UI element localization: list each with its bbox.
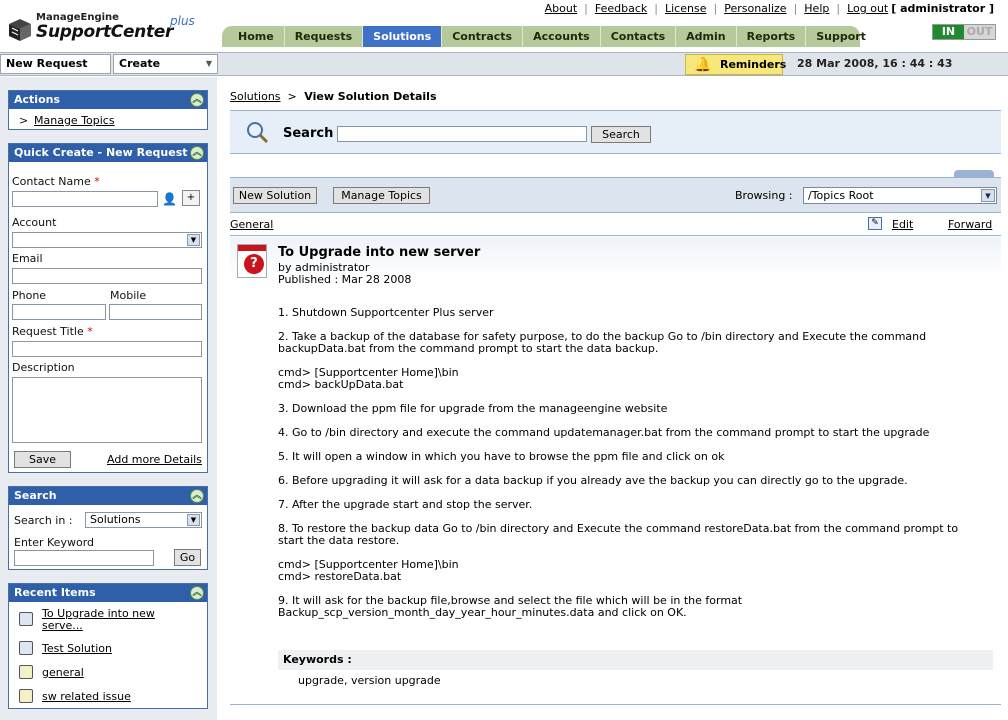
account-label: Account <box>12 216 57 229</box>
collapse-icon[interactable]: ︽ <box>190 93 204 107</box>
logo-cube-icon <box>8 18 32 42</box>
collapse-icon[interactable]: ︽ <box>190 586 204 600</box>
tab-contracts[interactable]: Contracts <box>442 26 523 47</box>
phone-field[interactable] <box>12 304 106 320</box>
create-dropdown[interactable] <box>113 54 218 74</box>
recent-items-panel <box>8 583 208 709</box>
add-contact-icon[interactable]: + <box>182 190 200 206</box>
article-step: 1. Shutdown Supportcenter Plus server <box>278 306 494 319</box>
go-button[interactable]: Go <box>174 549 201 566</box>
email-field[interactable] <box>12 268 202 284</box>
tab-accounts[interactable]: Accounts <box>523 26 601 47</box>
article-step: 8. To restore the backup data Go to /bin directory and Execute the command restoreData.bat from the command prompt to start the data restore. <box>278 522 959 547</box>
about-link[interactable]: About <box>544 2 578 15</box>
chevron-down-icon: ▼ <box>981 189 995 202</box>
article-published: Published : Mar 28 2008 <box>278 273 412 286</box>
article-body <box>278 307 988 631</box>
feedback-link[interactable]: Feedback <box>594 2 648 15</box>
toolbar <box>0 52 1008 76</box>
logo <box>8 10 213 50</box>
search-icon <box>246 121 268 143</box>
email-label: Email <box>12 252 43 265</box>
recent-item[interactable]: To Upgrade into new serve... <box>42 607 155 632</box>
actions-title: Actions <box>14 93 60 106</box>
contact-name-label: Contact Name * <box>12 175 100 188</box>
chevron-down-icon: ▼ <box>187 514 200 526</box>
tab-solutions[interactable]: Solutions <box>363 26 442 47</box>
top-links <box>538 2 994 15</box>
search-label: Search <box>283 126 334 141</box>
topic-general-link[interactable]: General <box>230 218 274 231</box>
recent-items-title: Recent Items <box>14 586 96 599</box>
request-title-label: Request Title * <box>12 325 93 338</box>
chevron-down-icon: ▼ <box>187 234 200 246</box>
account-select[interactable] <box>12 232 202 248</box>
in-button[interactable]: IN <box>933 25 964 39</box>
search-input[interactable] <box>337 126 587 142</box>
quick-create-header[interactable] <box>9 144 207 162</box>
tab-contacts[interactable]: Contacts <box>601 26 676 47</box>
keywords-label: Keywords : <box>278 650 993 670</box>
create-label: Create <box>119 57 161 70</box>
contact-lookup-icon[interactable]: 👤 <box>162 192 177 206</box>
request-title-field[interactable] <box>12 341 202 357</box>
tab-admin[interactable]: Admin <box>676 26 736 47</box>
tab-support[interactable]: Support <box>816 30 866 43</box>
search-panel <box>8 486 208 570</box>
recent-item[interactable]: sw related issue <box>42 690 131 703</box>
search-in-label: Search in : <box>14 514 73 527</box>
sidebar <box>0 77 217 720</box>
separator: | <box>836 2 841 15</box>
main-content <box>222 77 1008 720</box>
breadcrumb <box>230 90 437 103</box>
solution-question-icon: ? <box>237 244 267 278</box>
topic-row <box>230 216 1001 236</box>
edit-icon[interactable]: ✎ <box>868 217 882 230</box>
new-solution-button[interactable]: New Solution <box>233 187 317 204</box>
reminders-button[interactable] <box>685 54 787 75</box>
topic-icon <box>19 665 33 679</box>
brand-small: ManageEngine <box>36 12 119 23</box>
keywords-value: upgrade, version upgrade <box>298 674 441 687</box>
solution-icon <box>19 612 33 626</box>
description-label: Description <box>12 361 75 374</box>
new-request-label: New Request <box>6 57 88 70</box>
mobile-label: Mobile <box>110 289 147 302</box>
forward-link[interactable]: Forward <box>948 218 993 231</box>
recent-item[interactable]: Test Solution <box>42 642 112 655</box>
help-link[interactable]: Help <box>804 2 830 15</box>
breadcrumb-solutions-link[interactable]: Solutions <box>230 90 281 103</box>
new-request-button[interactable] <box>0 54 111 74</box>
solution-search-bar <box>230 110 1001 154</box>
tab-reports[interactable]: Reports <box>737 26 807 47</box>
browsing-select[interactable] <box>803 187 997 204</box>
actions-panel-header[interactable] <box>9 91 207 109</box>
separator: | <box>584 2 588 15</box>
description-textarea[interactable] <box>12 377 202 443</box>
keywords-box <box>278 650 993 696</box>
solution-icon <box>19 641 33 655</box>
article-title: To Upgrade into new server <box>278 245 481 260</box>
browsing-label: Browsing : <box>735 189 793 202</box>
divider <box>230 704 1001 705</box>
breadcrumb-separator: > <box>284 90 297 103</box>
separator: | <box>793 2 798 15</box>
separator: | <box>654 2 658 15</box>
article-step: 6. Before upgrading it will ask for a data backup if you already ave the backup you can directly go to the upgrade. <box>278 474 908 487</box>
add-more-details-link[interactable]: Add more Details <box>107 453 202 466</box>
article-author: by administrator <box>278 261 370 274</box>
article-step: 3. Download the ppm file for upgrade from the manageengine website <box>278 402 668 415</box>
tab-requests[interactable]: Requests <box>285 26 363 47</box>
current-datetime: 28 Mar 2008, 16 : 44 : 43 <box>797 57 953 70</box>
keyword-field[interactable] <box>14 550 154 566</box>
contact-name-field[interactable] <box>12 191 158 207</box>
out-button[interactable]: OUT <box>964 25 995 39</box>
brand-main: SupportCenter <box>36 22 174 42</box>
bullet-icon: > <box>19 114 29 127</box>
in-out-toggle[interactable] <box>932 24 996 40</box>
separator: | <box>713 2 718 15</box>
article-step: 2. Take a backup of the database for safety purpose, to do the backup Go to /bin directory and Execute the command backupData.bat from the command prompt to start the data backup. <box>278 330 927 355</box>
edit-link[interactable]: Edit <box>892 218 914 231</box>
search-in-value: Solutions <box>90 513 141 526</box>
solution-article <box>230 237 1001 701</box>
search-button[interactable]: Search <box>591 126 651 143</box>
reminders-label: Reminders <box>720 58 787 71</box>
tab-home[interactable]: Home <box>228 26 285 47</box>
mobile-field[interactable] <box>109 304 202 320</box>
enter-keyword-label: Enter Keyword <box>14 536 95 549</box>
personalize-link[interactable]: Personalize <box>724 2 787 15</box>
topic-icon <box>19 689 33 703</box>
collapse-icon[interactable]: ︽ <box>190 146 204 160</box>
manage-topics-button[interactable]: Manage Topics <box>333 187 430 204</box>
search-panel-header[interactable] <box>9 487 207 505</box>
bell-icon: 🔔 <box>694 57 712 73</box>
chevron-down-icon: ▼ <box>205 59 213 68</box>
main-nav-tabs <box>222 26 866 47</box>
recent-item[interactable]: general <box>42 666 84 679</box>
panel-grip[interactable] <box>954 170 994 177</box>
current-user: [ administrator ] <box>891 2 994 15</box>
actions-panel <box>8 90 208 130</box>
breadcrumb-current: View Solution Details <box>304 90 437 103</box>
solution-toolbar <box>230 177 1001 213</box>
recent-items-header[interactable] <box>9 584 207 602</box>
article-step: cmd> [Supportcenter Home]\bin cmd> restoreData.bat <box>278 558 459 583</box>
save-button[interactable]: Save <box>14 451 71 468</box>
phone-label: Phone <box>12 289 47 302</box>
collapse-icon[interactable]: ︽ <box>190 489 204 503</box>
article-step: 4. Go to /bin directory and execute the command updatemanager.bat from the command prompt to start the upgrade <box>278 426 930 439</box>
quick-create-panel <box>8 143 208 473</box>
brand-plus: plus <box>170 14 195 28</box>
article-step: 9. It will ask for the backup file,browse and select the file which will be in the format Backup_scp_version_month_day_year_hour_minutes.data and click on OK. <box>278 594 743 619</box>
search-panel-title: Search <box>14 489 57 502</box>
article-step: 5. It will open a window in which you have to browse the ppm file and click on ok <box>278 450 725 463</box>
search-in-select[interactable] <box>85 512 202 528</box>
quick-create-title: Quick Create - New Request <box>14 146 188 159</box>
license-link[interactable]: License <box>665 2 707 15</box>
article-step: 7. After the upgrade start and stop the server. <box>278 498 533 511</box>
logout-link[interactable]: Log out <box>847 2 889 15</box>
article-step: cmd> [Supportcenter Home]\bin cmd> backUpData.bat <box>278 366 459 391</box>
manage-topics-link[interactable]: Manage Topics <box>34 114 115 127</box>
browsing-value: /Topics Root <box>808 189 874 202</box>
